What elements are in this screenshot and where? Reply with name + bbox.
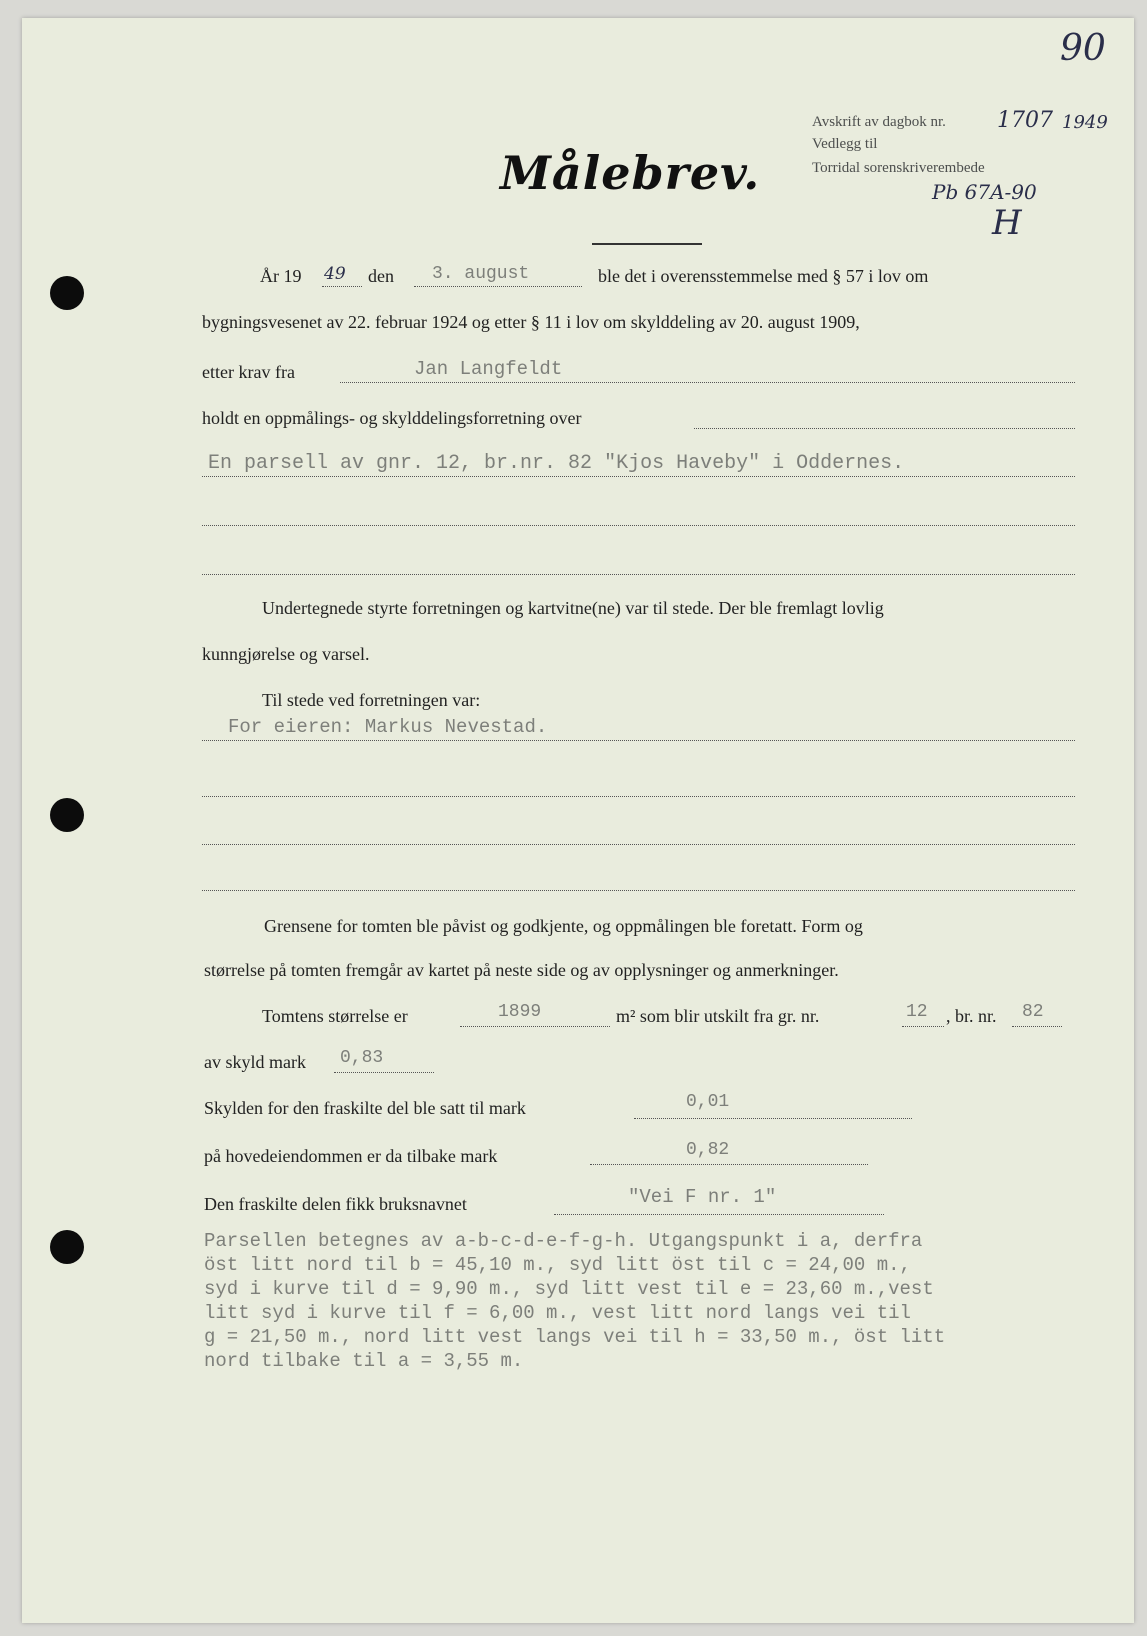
description-line: syd i kurve til d = 9,90 m., syd litt vest til e = 23,60 m.,vest — [204, 1278, 934, 1300]
ar-label: År 19 — [260, 266, 302, 286]
holdt-line — [694, 428, 1075, 429]
para2-line2: kunngjørelse og varsel. — [202, 644, 370, 664]
stamp-initials: H — [992, 203, 1022, 243]
present-label: Til stede ved forretningen var: — [262, 690, 481, 710]
blank-line — [202, 796, 1075, 797]
blank-line — [202, 844, 1075, 845]
size-line — [460, 1026, 610, 1027]
punch-hole — [50, 276, 84, 310]
para3-line2: størrelse på tomten fremgår av kartet på neste side og av opplysninger og anmerkninger. — [204, 960, 839, 980]
size-value: 1899 — [498, 1002, 542, 1022]
punch-hole — [50, 1230, 84, 1264]
krav-value: Jan Langfeldt — [414, 358, 563, 380]
description-line: litt syd i kurve til f = 6,00 m., vest litt nord langs vei til — [204, 1302, 911, 1324]
brnr-value: 82 — [1022, 1002, 1044, 1022]
year-value: 49 — [324, 264, 346, 284]
blank-line — [202, 890, 1075, 891]
krav-line — [340, 382, 1075, 383]
stamp-dagbok: dagbok nr. — [882, 114, 946, 130]
property-value: En parsell av gnr. 12, br.nr. 82 "Kjos Haveby" i Oddernes. — [208, 452, 905, 475]
description-line: nord tilbake til a = 3,55 m. — [204, 1350, 524, 1372]
bruksnavn-value: "Vei F nr. 1" — [628, 1186, 777, 1208]
title-underline — [592, 243, 702, 245]
document-page — [22, 18, 1134, 1623]
stamp-line3: Torridal sorenskriverembede — [812, 160, 985, 176]
stamp-avskrift: Avskrift av — [812, 114, 879, 130]
stamp-line2: Vedlegg til — [812, 136, 878, 152]
gnr-line — [902, 1026, 944, 1027]
hoved-value: 0,82 — [686, 1140, 730, 1160]
description-line: g = 21,50 m., nord litt vest langs vei til h = 33,50 m., öst litt — [204, 1326, 946, 1348]
hoved-label: på hovedeiendommen er da tilbake mark — [204, 1146, 498, 1166]
blank-line — [202, 574, 1075, 575]
fraskilt-label: Skylden for den fraskilte del ble satt til mark — [204, 1098, 526, 1118]
hoved-line — [590, 1164, 868, 1165]
den-label: den — [368, 266, 394, 286]
date-value: 3. august — [432, 264, 530, 284]
brnr-label: , br. nr. — [946, 1006, 997, 1026]
punch-hole — [50, 798, 84, 832]
skyld-value: 0,83 — [340, 1048, 384, 1068]
year-line — [322, 286, 362, 287]
stamp-line1 — [812, 114, 946, 131]
skyld-line — [334, 1072, 434, 1073]
fraskilt-value: 0,01 — [686, 1092, 730, 1112]
date-line — [414, 286, 582, 287]
blank-line — [202, 525, 1075, 526]
size-label: Tomtens størrelse er — [262, 1006, 408, 1026]
present-line — [202, 740, 1075, 741]
stamp-year: 1949 — [1062, 112, 1108, 133]
description-line: Parsellen betegnes av a-b-c-d-e-f-g-h. Utgangspunkt i a, derfra — [204, 1230, 923, 1252]
para2-line1: Undertegnede styrte forretningen og kartvitne(ne) var til stede. Der ble fremlagt lovlig — [262, 598, 884, 618]
para1-line1: ble det i overensstemmelse med § 57 i lov om — [598, 266, 929, 286]
para3-line1: Grensene for tomten ble påvist og godkjente, og oppmålingen ble foretatt. Form og — [264, 916, 863, 936]
description-line: öst litt nord til b = 45,10 m., syd litt öst til c = 24,00 m., — [204, 1254, 911, 1276]
stamp-reference: Pb 67A-90 — [932, 180, 1037, 204]
fraskilt-line — [634, 1118, 912, 1119]
document-title: Målebrev. — [500, 146, 761, 200]
krav-label: etter krav fra — [202, 362, 295, 382]
bruksnavn-line — [554, 1214, 884, 1215]
page-number: 90 — [1060, 28, 1106, 69]
size-unit: m² som blir utskilt fra gr. nr. — [616, 1006, 820, 1026]
para1-line2: bygningsvesenet av 22. februar 1924 og etter § 11 i lov om skylddeling av 20. august 1909, — [202, 312, 860, 332]
brnr-line — [1012, 1026, 1062, 1027]
property-line — [202, 476, 1075, 477]
bruksnavn-label: Den fraskilte delen fikk bruksnavnet — [204, 1194, 467, 1214]
present-value: For eieren: Markus Nevestad. — [228, 716, 548, 738]
holdt-text: holdt en oppmålings- og skylddelingsforretning over — [202, 408, 582, 428]
stamp-journal-number: 1707 — [997, 108, 1053, 133]
skyld-label: av skyld mark — [204, 1052, 306, 1072]
gnr-value: 12 — [906, 1002, 928, 1022]
